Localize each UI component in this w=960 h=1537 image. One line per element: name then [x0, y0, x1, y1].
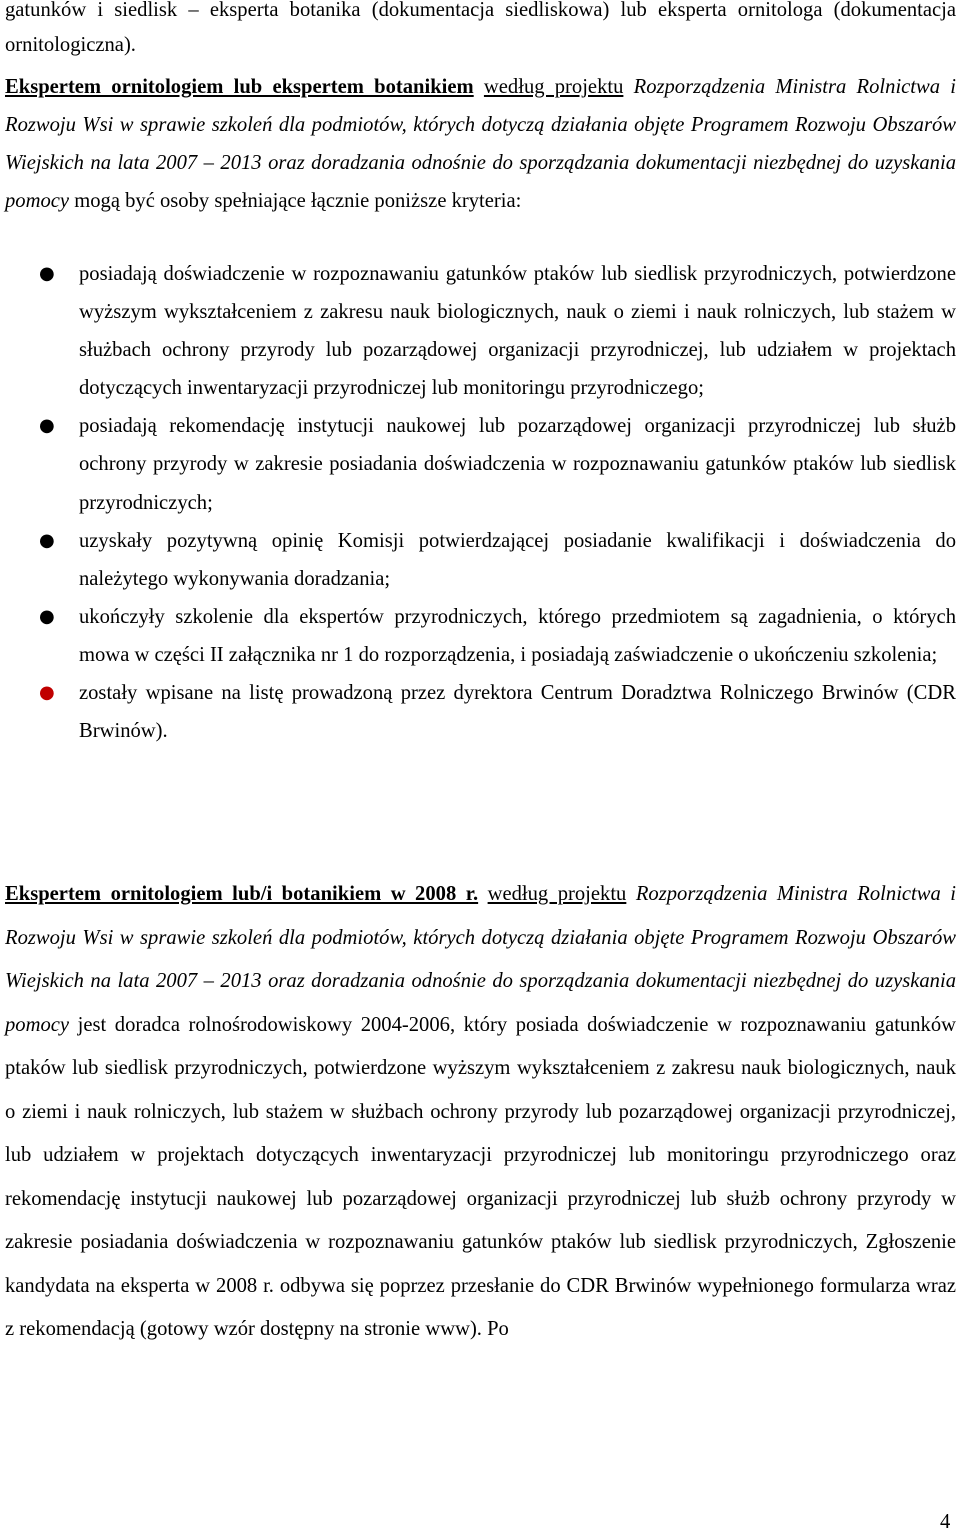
- list-item: [0, 407, 956, 521]
- list-item: [0, 598, 956, 674]
- paragraph-top: [5, 0, 956, 63]
- paragraph-top-text: gatunków i siedlisk – eksperta botanika (dokumentacja siedliskowa) lub eksperta ornitologa (dokumentacja ornitologiczna).: [5, 0, 956, 56]
- criterion-text: posiadają doświadczenie w rozpoznawaniu gatunków ptaków lub siedlisk przyrodniczych, potwierdzone wyższym wykształceniem z zakresu nauk biologicznych, nauk o ziemi i nauk rolniczych, lub stażem w służbach ochrony przyrody lub pozarządowej organizacji przyrodniczej, lub udziałem w projektach dotyczących inwentaryzacji przyrodniczej lub monitoringu przyrodniczego;: [79, 263, 956, 400]
- section-2-heading: Ekspertem ornitologiem lub/i botanikiem w 2008 r.: [5, 883, 479, 905]
- section-1-regulation: Rozporządzenia Ministra Rolnictwa i Rozwoju Wsi w sprawie szkoleń dla podmiotów, których dotyczą działania objęte Programem Rozwoju Obszarów Wiejskich na lata 2007 – 2013 oraz doradzania odnośnie do sporządzania dokumentacji niezbędnej do uzyskania pomocy: [5, 76, 956, 213]
- bullet-icon: ●: [39, 605, 55, 627]
- page-number: 4: [940, 1511, 951, 1533]
- criterion-text: uzyskały pozytywną opinię Komisji potwierdzającej posiadanie kwalifikacji i doświadczenia do należytego wykonywania doradzania;: [79, 529, 956, 590]
- bullet-icon: ●: [39, 682, 55, 704]
- criterion-text: zostały wpisane na listę prowadzoną przez dyrektora Centrum Doradztwa Rolniczego Brwinów (CDR Brwinów).: [79, 682, 956, 743]
- list-item: [0, 674, 956, 750]
- criteria-list: [0, 255, 956, 750]
- bullet-icon: ●: [39, 263, 55, 284]
- bullet-icon: ●: [39, 415, 55, 437]
- section-1-link[interactable]: według projektu: [483, 76, 624, 98]
- section-2-regulation: Rozporządzenia Ministra Rolnictwa i Rozwoju Wsi w sprawie szkoleń dla podmiotów, których dotyczą działania objęte Programem Rozwoju Obszarów Wiejskich na lata 2007 – 2013 oraz doradzania odnośnie do sporządzania dokumentacji niezbędnej do uzyskania pomocy: [5, 883, 957, 1036]
- bullet-icon: ●: [39, 529, 55, 551]
- section-1-heading: Ekspertem ornitologiem lub ekspertem botanikiem: [5, 76, 474, 98]
- list-item: [0, 522, 956, 598]
- section-2-link[interactable]: według projektu: [487, 883, 627, 905]
- criterion-text: posiadają rekomendację instytucji naukowej lub pozarządowej organizacji przyrodniczej lub służb ochrony przyrody w zakresie posiadania doświadczenia w rozpoznawaniu gatunków ptaków lub siedlisk przyrodniczych;: [79, 415, 956, 514]
- section-1-tail: mogą być osoby spełniające łącznie poniższe kryteria:: [74, 190, 522, 213]
- section-1-paragraph: [5, 68, 956, 220]
- list-item: [0, 255, 956, 407]
- criterion-text: ukończyły szkolenie dla ekspertów przyrodniczych, którego przedmiotem są zagadnienia, o których mowa w części II załącznika nr 1 do rozporządzenia, i posiadają zaświadczenie o ukończeniu szkolenia;: [79, 605, 956, 666]
- section-2-paragraph: [5, 873, 956, 1352]
- section-2-tail: jest doradca rolnośrodowiskowy 2004-2006, który posiada doświadczenie w rozpoznawaniu gatunków ptaków lub siedlisk przyrodniczych, potwierdzone wyższym wykształceniem z zakresu nauk biologicznych, nauk o ziemi i nauk rolniczych, lub stażem w służbach ochrony przyrody lub pozarządowej organizacji przyrodniczej, lub udziałem w projektach dotyczących inwentaryzacji przyrodniczej lub monitoringu przyrodniczego oraz rekomendację instytucji naukowej lub pozarządowej organizacji przyrodniczej lub służb ochrony przyrody w zakresie posiadania doświadczenia w rozpoznawaniu gatunków ptaków lub siedlisk przyrodniczych, Zgłoszenie kandydata na eksperta w 2008 r. odbywa się poprzez przesłanie do CDR Brwinów wypełnionego formularza wraz z rekomendacją (gotowy wzór dostępny na stronie www). Po: [5, 1013, 956, 1340]
